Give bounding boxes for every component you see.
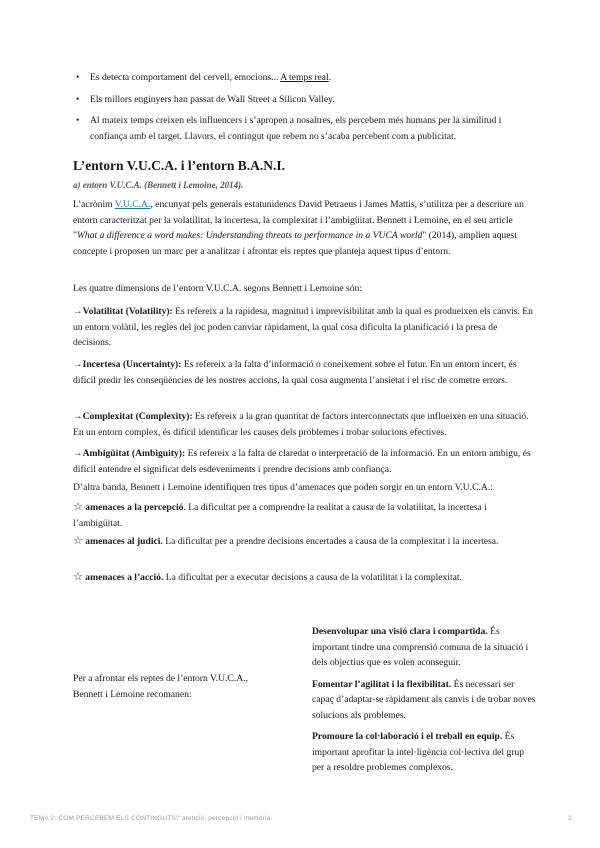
list-item-text: Es detecta comportament del cervell, emocions... [90, 72, 281, 83]
bullet-dot-icon: • [76, 72, 80, 83]
recommendation-item [312, 729, 537, 776]
page-number: 2 [568, 815, 572, 822]
bullet-dot-icon: • [76, 115, 80, 126]
threat-term: amenaces al judici. [85, 536, 163, 547]
list-item [73, 70, 533, 86]
intro-text-c: " (2014), amplien aquest concepte i proposen un marc per a analitzar i afrontar els reptes que planteja aquest tipus d’entorn. [73, 230, 517, 257]
dimension-term: Complexitat (Complexity): [82, 411, 193, 422]
dimension-term: Ambigüitat (Ambiguity): [82, 448, 186, 459]
list-item-text: Els millors enginyers han passat de Wall Street a Silicon Valley. [90, 93, 335, 105]
recommendation-description: És important tindre una comprensió comuna de la situació i dels objectius que es volen aconseguir. [312, 626, 529, 668]
list-item [73, 92, 533, 108]
threat-term: amenaces a l’acció. [85, 572, 164, 583]
list-item [73, 113, 533, 144]
arrow-right-icon: → [73, 359, 83, 370]
recommendation-item [312, 677, 537, 724]
vuca-acronym-link[interactable]: V.U.C.A. [114, 199, 151, 210]
dimension-complexity [73, 409, 533, 440]
arrow-right-icon: → [73, 306, 83, 317]
recommendations-list [312, 624, 537, 782]
intro-text-b: , encunyat pels generals estatunidencs David Petraeus i James Mattis, s’utilitza per a descriure un entorn caracteritzat per la volatilitat, la incertesa, la complexitat i l’ambigüitat. Bennett i Lemoine, en el seu article " [73, 199, 524, 241]
real-time-link[interactable]: A temps real [280, 72, 329, 83]
threats-intro: D’altra banda, Bennett i Lemoine identifiquen tres tipus d’amenaces que poden sorgir en un entorn V.U.C.A.: [73, 482, 493, 493]
recommendation-item [312, 624, 537, 671]
arrow-right-icon: → [73, 448, 83, 459]
section-title: L’entorn V.U.C.A. i l’entorn B.A.N.I. [73, 158, 286, 173]
dimension-term: Volatilitat (Volatility): [82, 306, 173, 317]
threat-perception [73, 500, 533, 531]
article-title: What a difference a word makes: Understanding threats to performance in a VUCA world [76, 230, 423, 241]
footer-text: TEMA 2: COM PERCEBEM ELS CONTINGUTS? atenció, percepció i memòria. [30, 815, 273, 822]
threat-term: amenaces a la percepció [85, 502, 184, 513]
recommendation-term: Promoure la col·laboració i el treball en equip. [312, 731, 503, 742]
threat-description: La dificultat per a prendre decisions encertades a causa de la complexitat i la incertesa. [162, 536, 499, 547]
threat-judgment [73, 534, 533, 550]
recommendation-term: Desenvolupar una visió clara i compartida. [312, 626, 488, 637]
recommendations-intro: Per a afrontar els reptes de l’entorn V.U.C.A., Bennett i Lemoine recomanen: [73, 673, 248, 700]
threat-action [73, 570, 533, 586]
star-icon: ☆ [73, 571, 83, 583]
threat-description: . La dificultat per a comprendre la realitat a causa de la volatilitat, la incertesa i l’ambigüitat. [73, 502, 487, 529]
recommendation-description: És important aprofitar la intel·ligència col·lectiva del grup per a resoldre problemes complexos. [312, 731, 525, 773]
list-item-text-end: . [328, 72, 332, 83]
dimensions-intro: Les quatre dimensions de l’entorn V.U.C.A. segons Bennett i Lemoine són: [73, 283, 363, 294]
list-item-text: Al mateix temps creixen els influencers i s’apropen a nosaltres, els percebem més humans per la similitud i confiança amb el target. Llavors, el contingut que rebem no s’acaba percebent com a publicitat. [90, 115, 502, 142]
arrow-right-icon: → [73, 411, 83, 422]
bullet-list [73, 70, 533, 150]
bullet-dot-icon: • [76, 93, 80, 105]
intro-text-a: L’acrònim [73, 199, 115, 210]
dimension-description: Es refereix a la gran quantitat de factors interconnectats que influeixen en una situació. En un entorn complex, és difícil identificar les causes dels problemes i trobar solucions efectives. [73, 411, 529, 438]
dimension-term: Incertesa (Uncertainty): [82, 359, 182, 370]
threat-description: La dificultat per a executar decisions a causa de la volatilitat i la complexitat. [163, 572, 462, 583]
dimension-volatility [73, 304, 533, 351]
dimension-uncertainty [73, 357, 533, 388]
page-footer [30, 815, 572, 822]
star-icon: ☆ [73, 501, 83, 513]
dimension-description: Es refereix a la falta d’informació o coneixement sobre el futur. En un entorn incert, és difícil predir les conseqüències de les nostres accions, la qual cosa augmenta l’ansietat i el risc de cometre errors. [73, 359, 517, 386]
recommendation-description: És necessari ser capaç d’adaptar-se ràpidament als canvis i de trobar noves solucions als problemes. [312, 678, 536, 721]
dimension-description: Es refereix a la falta de claredat o interpretació de la informació. En un entorn ambigu, és difícil entendre el significat dels esdeveniments i prendre decisions amb confiança. [73, 448, 531, 475]
star-icon: ☆ [73, 535, 83, 547]
dimension-description: Es refereix a la rapidesa, magnitud i imprevisibilitat amb la qual es produeixen els canvis. En un entorn volàtil, les regles del joc poden canviar ràpidament, la qual cosa dificulta la planificació i la presa de decisions. [73, 306, 533, 348]
dimension-ambiguity [73, 446, 533, 477]
intro-paragraph [73, 197, 533, 259]
recommendation-term: Fomentar l’agilitat i la flexibilitat. [312, 678, 452, 690]
section-subtitle: a) entorn V.U.C.A. (Bennett i Lemoine, 2014). [73, 180, 244, 190]
